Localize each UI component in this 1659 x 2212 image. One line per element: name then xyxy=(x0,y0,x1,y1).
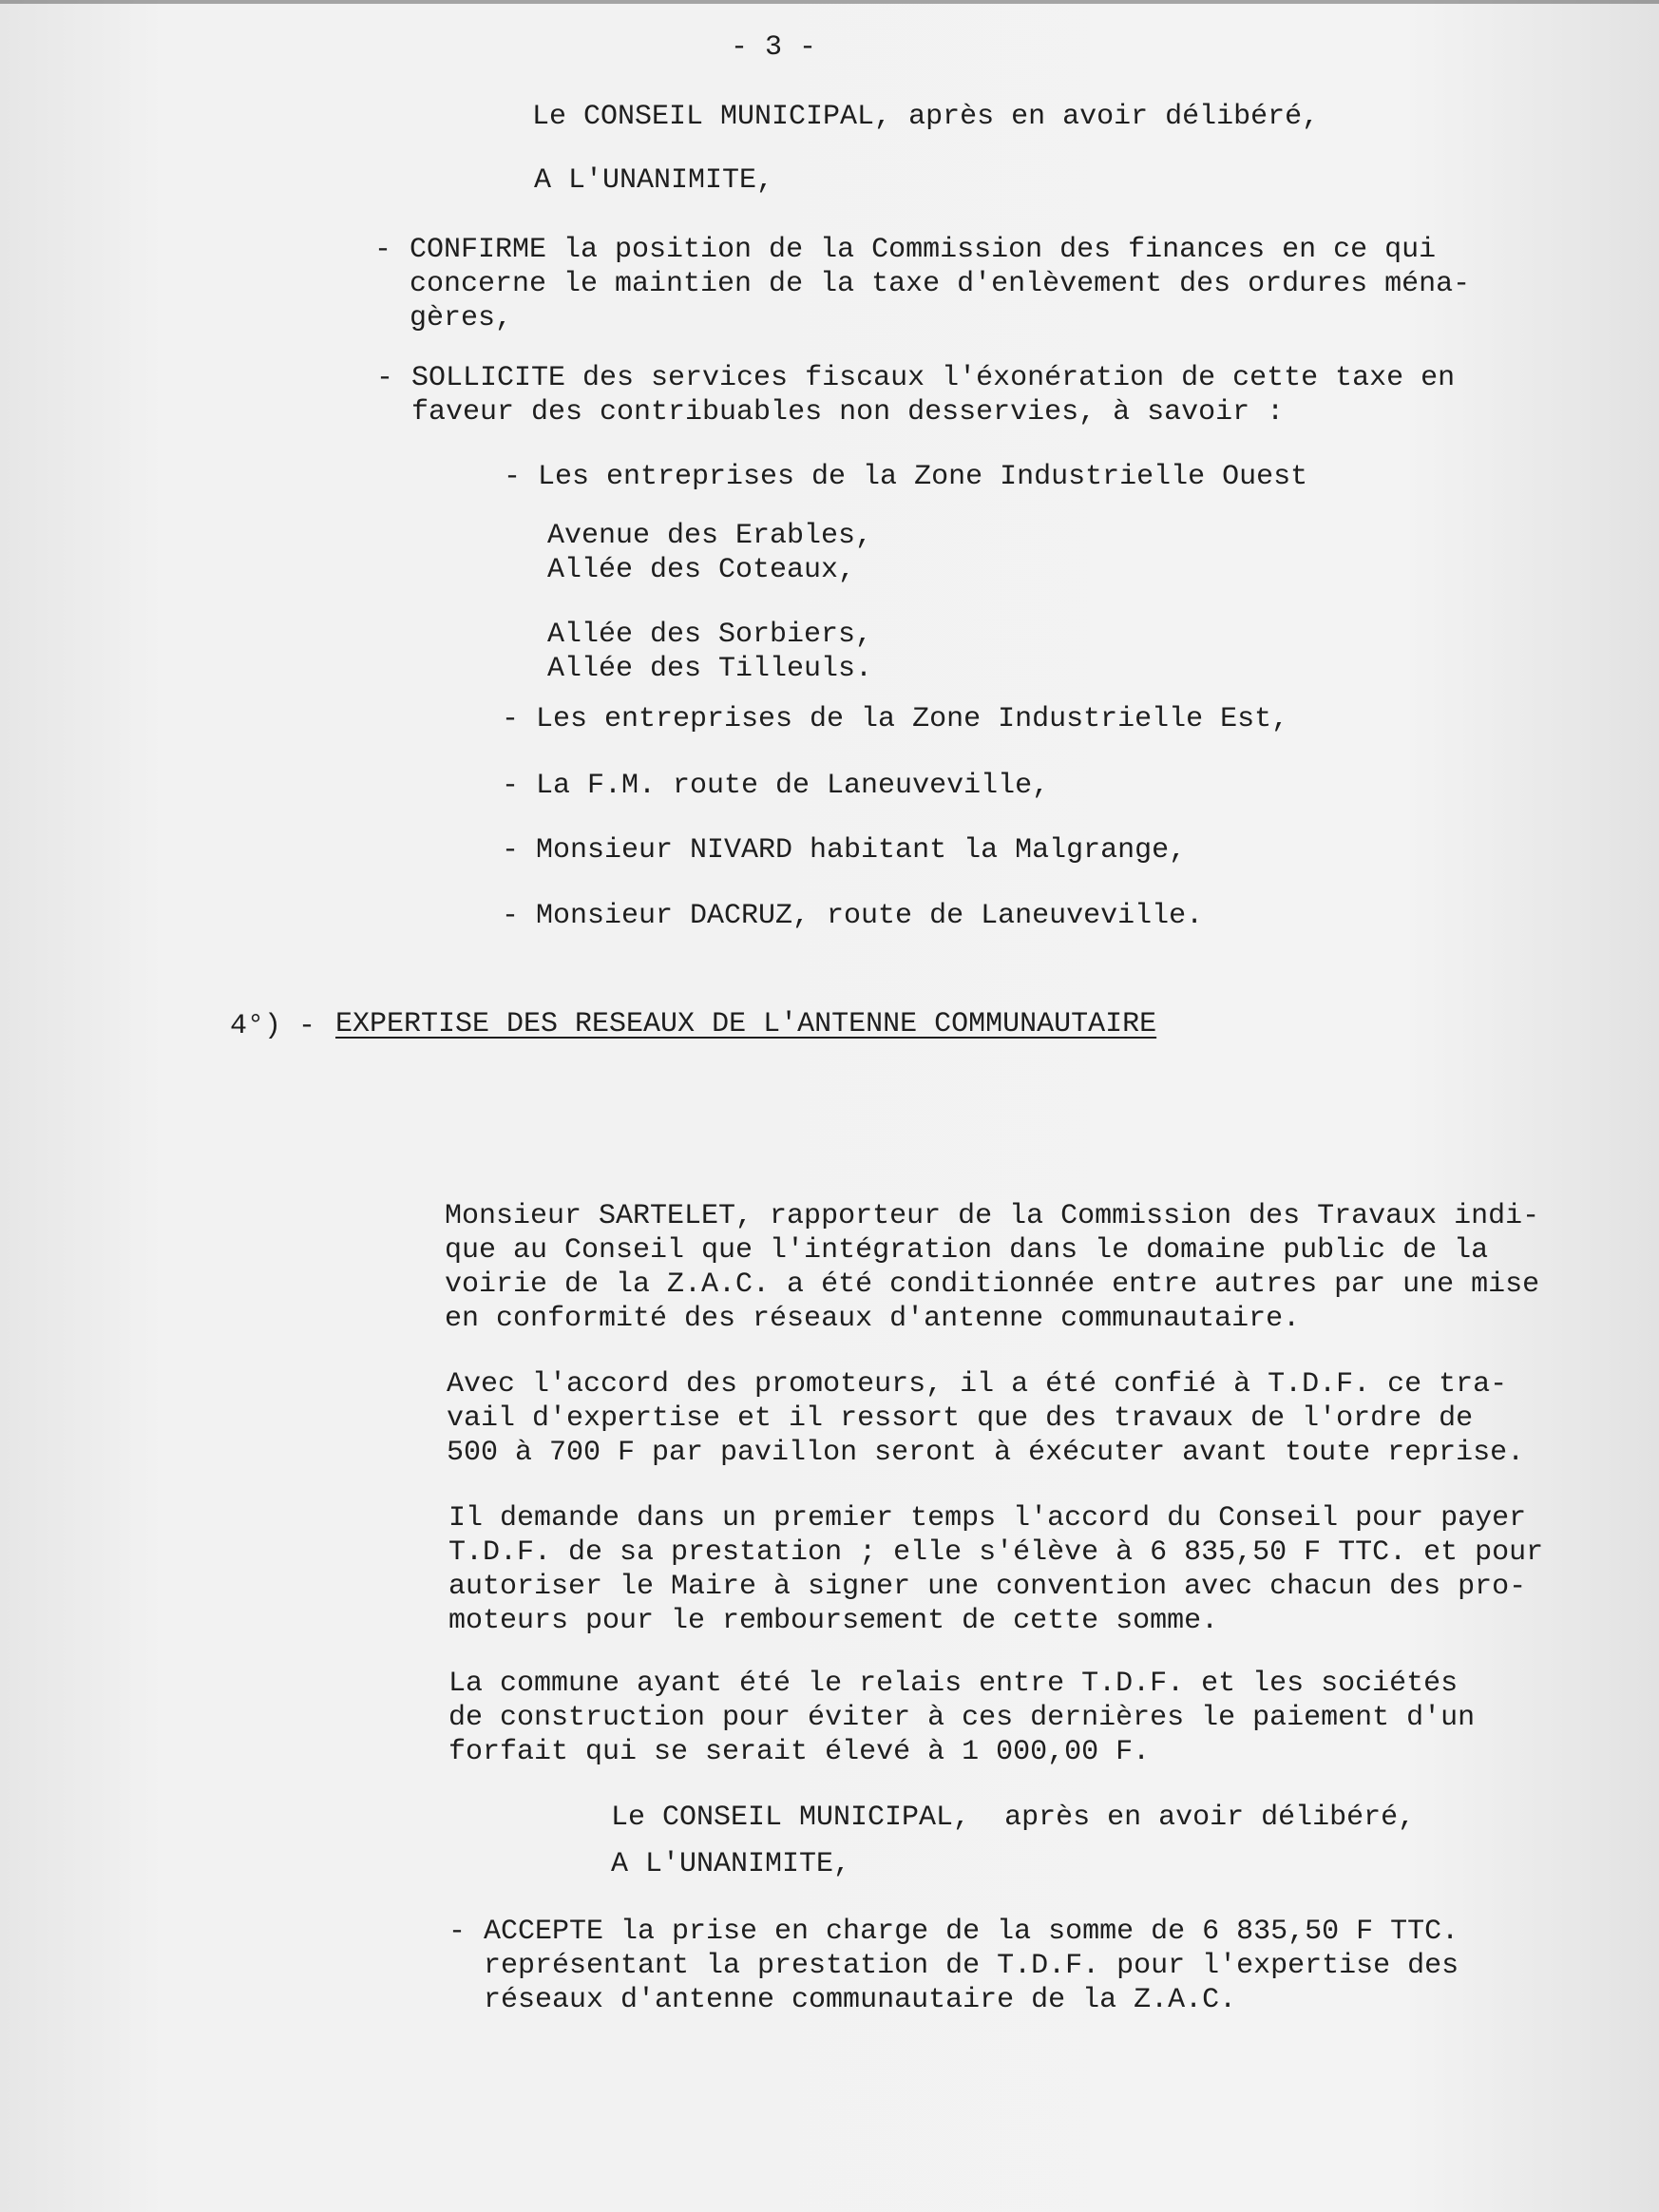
street: Allée des Sorbiers, xyxy=(547,619,873,651)
street: Allée des Tilleuls. xyxy=(547,653,873,685)
fm-item: La F.M. route de Laneuveville, xyxy=(536,770,1050,802)
text-line: que au Conseil que l'intégration dans le domaine public de la xyxy=(445,1234,1489,1267)
paragraph xyxy=(445,1199,1539,1336)
text-line: forfait qui se serait élevé à 1 000,00 F. xyxy=(448,1736,1151,1768)
bullet-dash: - xyxy=(502,703,520,735)
text-line: vail d'expertise et il ressort que des travaux de l'ordre de xyxy=(447,1402,1474,1435)
text-line: SOLLICITE des services fiscaux l'éxonération de cette taxe en xyxy=(411,362,1456,394)
scan-edge xyxy=(0,0,1659,4)
council-line: Le CONSEIL MUNICIPAL, après en avoir délibéré, xyxy=(532,101,1320,133)
section-title: EXPERTISE DES RESEAUX DE L'ANTENNE COMMUNAUTAIRE xyxy=(335,1008,1157,1040)
bullet-dash: - xyxy=(502,900,520,932)
bullet-dash: - xyxy=(448,1916,467,1948)
text-line: représentant la prestation de T.D.F. pour l'expertise des xyxy=(484,1950,1459,1982)
council-line: Le CONSEIL MUNICIPAL, après en avoir délibéré, xyxy=(611,1802,1416,1834)
bullet-dash: - xyxy=(502,770,520,802)
accepte-clause xyxy=(484,1915,1459,2017)
text-line: autoriser le Maire à signer une convention avec chacun des pro- xyxy=(448,1571,1527,1603)
bullet-dash: - xyxy=(502,834,520,867)
text-line: 500 à 700 F par pavillon seront à éxécuter avant toute reprise. xyxy=(447,1437,1525,1469)
text-line: CONFIRME la position de la Commission des finances en ce qui xyxy=(410,234,1437,266)
text-line: concerne le maintien de la taxe d'enlèvement des ordures ména- xyxy=(410,268,1471,300)
paragraph xyxy=(448,1667,1475,1769)
zone-est-item: Les entreprises de la Zone Industrielle Est, xyxy=(536,703,1289,735)
text-line: faveur des contribuables non desservies, à savoir : xyxy=(411,396,1285,429)
sollicite-clause xyxy=(411,361,1455,429)
text-line: gères, xyxy=(410,302,513,334)
text-line: Avec l'accord des promoteurs, il a été confié à T.D.F. ce tra- xyxy=(447,1368,1508,1401)
paragraph xyxy=(448,1501,1543,1638)
text-line: réseaux d'antenne communautaire de la Z.A.C. xyxy=(484,1984,1237,2016)
zone-ouest-item: Les entreprises de la Zone Industrielle Ouest xyxy=(538,461,1308,493)
text-line: Il demande dans un premier temps l'accord du Conseil pour payer xyxy=(448,1502,1527,1535)
section-number: 4°) - xyxy=(230,1010,316,1042)
text-line: en conformité des réseaux d'antenne communautaire. xyxy=(445,1303,1301,1335)
text-line: ACCEPTE la prise en charge de la somme de 6 835,50 F TTC. xyxy=(484,1916,1459,1948)
dacruz-item: Monsieur DACRUZ, route de Laneuveville. xyxy=(536,900,1204,932)
paragraph xyxy=(447,1367,1524,1470)
text-line: Monsieur SARTELET, rapporteur de la Commission des Travaux indi- xyxy=(445,1200,1540,1232)
bullet-dash: - xyxy=(504,461,522,493)
street: Allée des Coteaux, xyxy=(547,554,856,586)
unanimity-line: A L'UNANIMITE, xyxy=(611,1848,851,1880)
street: Avenue des Erables, xyxy=(547,520,873,552)
text-line: T.D.F. de sa prestation ; elle s'élève à 6 835,50 F TTC. et pour xyxy=(448,1536,1544,1569)
text-line: La commune ayant été le relais entre T.D.F. et les sociétés xyxy=(448,1668,1459,1700)
confirme-clause xyxy=(410,233,1470,335)
page-number: - 3 - xyxy=(731,31,817,64)
text-line: moteurs pour le remboursement de cette somme. xyxy=(448,1605,1219,1637)
bullet-dash: - xyxy=(374,234,392,266)
bullet-dash: - xyxy=(376,362,394,394)
text-line: voirie de la Z.A.C. a été conditionnée entre autres par une mise xyxy=(445,1268,1540,1301)
nivard-item: Monsieur NIVARD habitant la Malgrange, xyxy=(536,834,1187,867)
text-line: de construction pour éviter à ces dernières le paiement d'un xyxy=(448,1702,1476,1734)
unanimity-line: A L'UNANIMITE, xyxy=(534,164,774,197)
